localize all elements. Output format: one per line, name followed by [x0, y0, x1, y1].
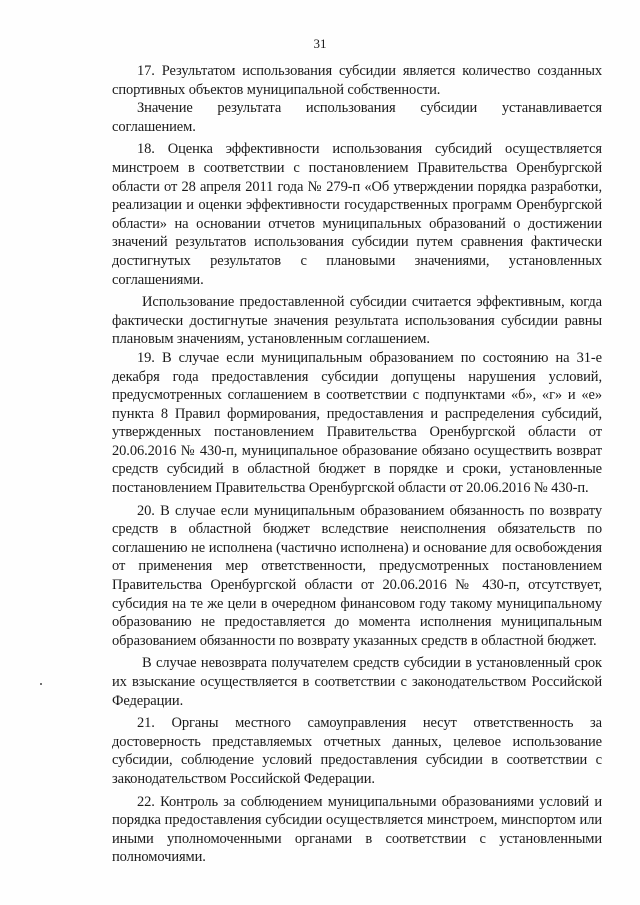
document-body: [112, 62, 602, 867]
paragraph-17-value: Значение результата использования субсидии устанавливается соглашением.: [112, 100, 602, 135]
paragraph-17: 17. Результатом использования субсидии является количество созданных спортивных объектов муниципальной собственности.: [112, 63, 602, 98]
paragraph-22: 22. Контроль за соблюдением муниципальными образованиями условий и порядка предоставления субсидии осуществляется минстроем, минспортом или иными уполномоченными органами в соответствии с установленными полномочиями.: [112, 793, 602, 866]
paragraph-21: 21. Органы местного самоуправления несут ответственность за достоверность представляемых отчетных данных, целевое использование субсидии, соблюдение условий предоставления субсидии в соответствии с законодательством Российской Федерации.: [112, 715, 602, 787]
paragraph-18: 18. Оценка эффективности использования субсидий осуществляется минстроем в соответствии с постановлением Правительства Оренбургской области от 28 апреля 2011 года № 279-п «Об утверждении порядка разработки, реализации и оценки эффективности государственных программ Оренбургской области» на основании отчетов муниципальных образований о достижении значений результатов использования субсидии путем сравнения фактически достигнутых результатов с плановыми значениями, установленных соглашениями.: [112, 141, 602, 288]
paragraph-19: 19. В случае если муниципальным образованием по состоянию на 31-е декабря года предоставления субсидии допущены нарушения условий, предусмотренных соглашением в соответствии с подпунктами «б», «г» и «е» пункта 8 Правил формирования, предоставления и распределения субсидий, утвержденных постановлением Правительства Оренбургской области от 20.06.2016 № 430-п, муниципальное образование обязано осуществить возврат средств субсидий в областной бюджет в порядке и сроки, установленные постановлением Правительства Оренбургской области от 20.06.2016 № 430-п.: [112, 349, 602, 497]
paragraph-20: 20. В случае если муниципальным образованием обязанность по возврату средств в областной бюджет вследствие неисполнения обязательств по соглашению не исполнена (частично исполнена) и основание для освобождения от применения мер ответственности, предусмотренных постановлением Правительства Оренбургской области от 20.06.2016 № 430-п, отсутствует, субсидия на те же цели в очередном финансовом году такому муниципальному образованию не предоставляется до момента исполнения муниципальным образованием обязанности по возврату указанных средств в областной бюджет.: [112, 502, 602, 649]
page-number: 31: [313, 36, 327, 51]
paragraph-20-recovery: В случае невозврата получателем средств субсидии в установленный срок их взыскание осуществляется в соответствии с законодательством Российской Федерации.: [112, 655, 602, 709]
paragraph-18-effectiveness: Использование предоставленной субсидии считается эффективным, когда фактически достигнутые значения результата использования субсидии равны плановым значениям, установленным соглашением.: [112, 294, 602, 348]
scan-speck: [40, 683, 42, 685]
